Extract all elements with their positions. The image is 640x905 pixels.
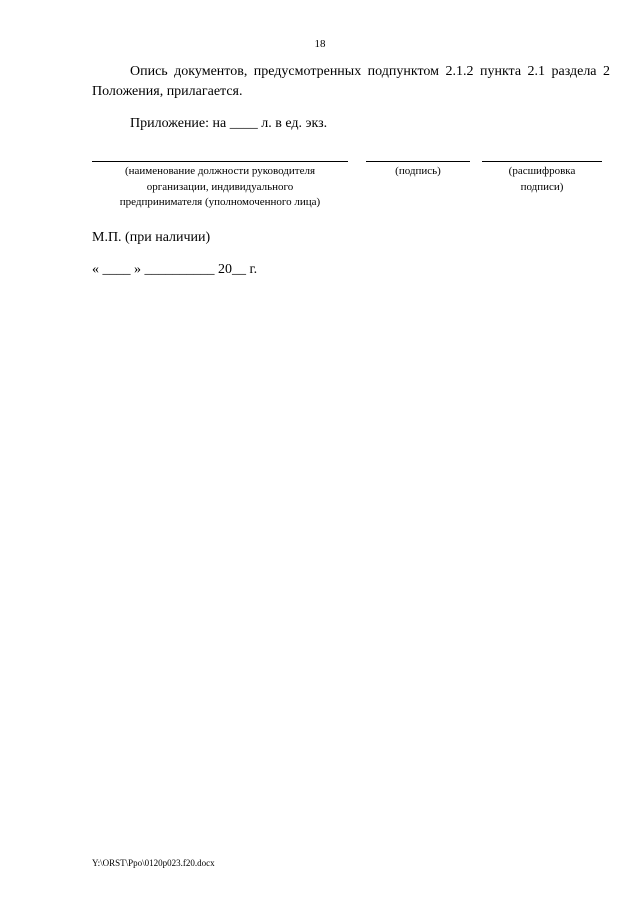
signature-caption: (подпись) — [395, 165, 441, 177]
position-caption-line: организации, индивидуального — [146, 180, 294, 193]
inventory-paragraph: Опись документов, предусмотренных подпунктом 2.1.2 пункта 2.1 раздела 2 Положения, прилагается. — [92, 64, 610, 99]
stamp-label: М.П. (при наличии) — [92, 230, 211, 245]
transcript-caption-line: подписи) — [520, 180, 564, 193]
transcript-caption — [482, 164, 602, 195]
transcript-line — [482, 161, 602, 162]
transcript-caption-line: (расшифровка — [508, 165, 576, 177]
date-line: « ____ » __________ 20__ г. — [92, 262, 258, 277]
page-number: 18 — [314, 38, 326, 50]
position-line — [92, 161, 348, 162]
attachment-paragraph: Приложение: на ____ л. в ед. экз. — [130, 116, 328, 131]
footer-file-path: Y:\ORST\Ppo\0120p023.f20.docx — [92, 858, 215, 868]
position-caption — [92, 164, 348, 211]
signature-line — [366, 161, 470, 162]
position-caption-line: предпринимателя (уполномоченного лица) — [119, 196, 321, 208]
position-caption-line: (наименование должности руководителя — [124, 165, 316, 177]
